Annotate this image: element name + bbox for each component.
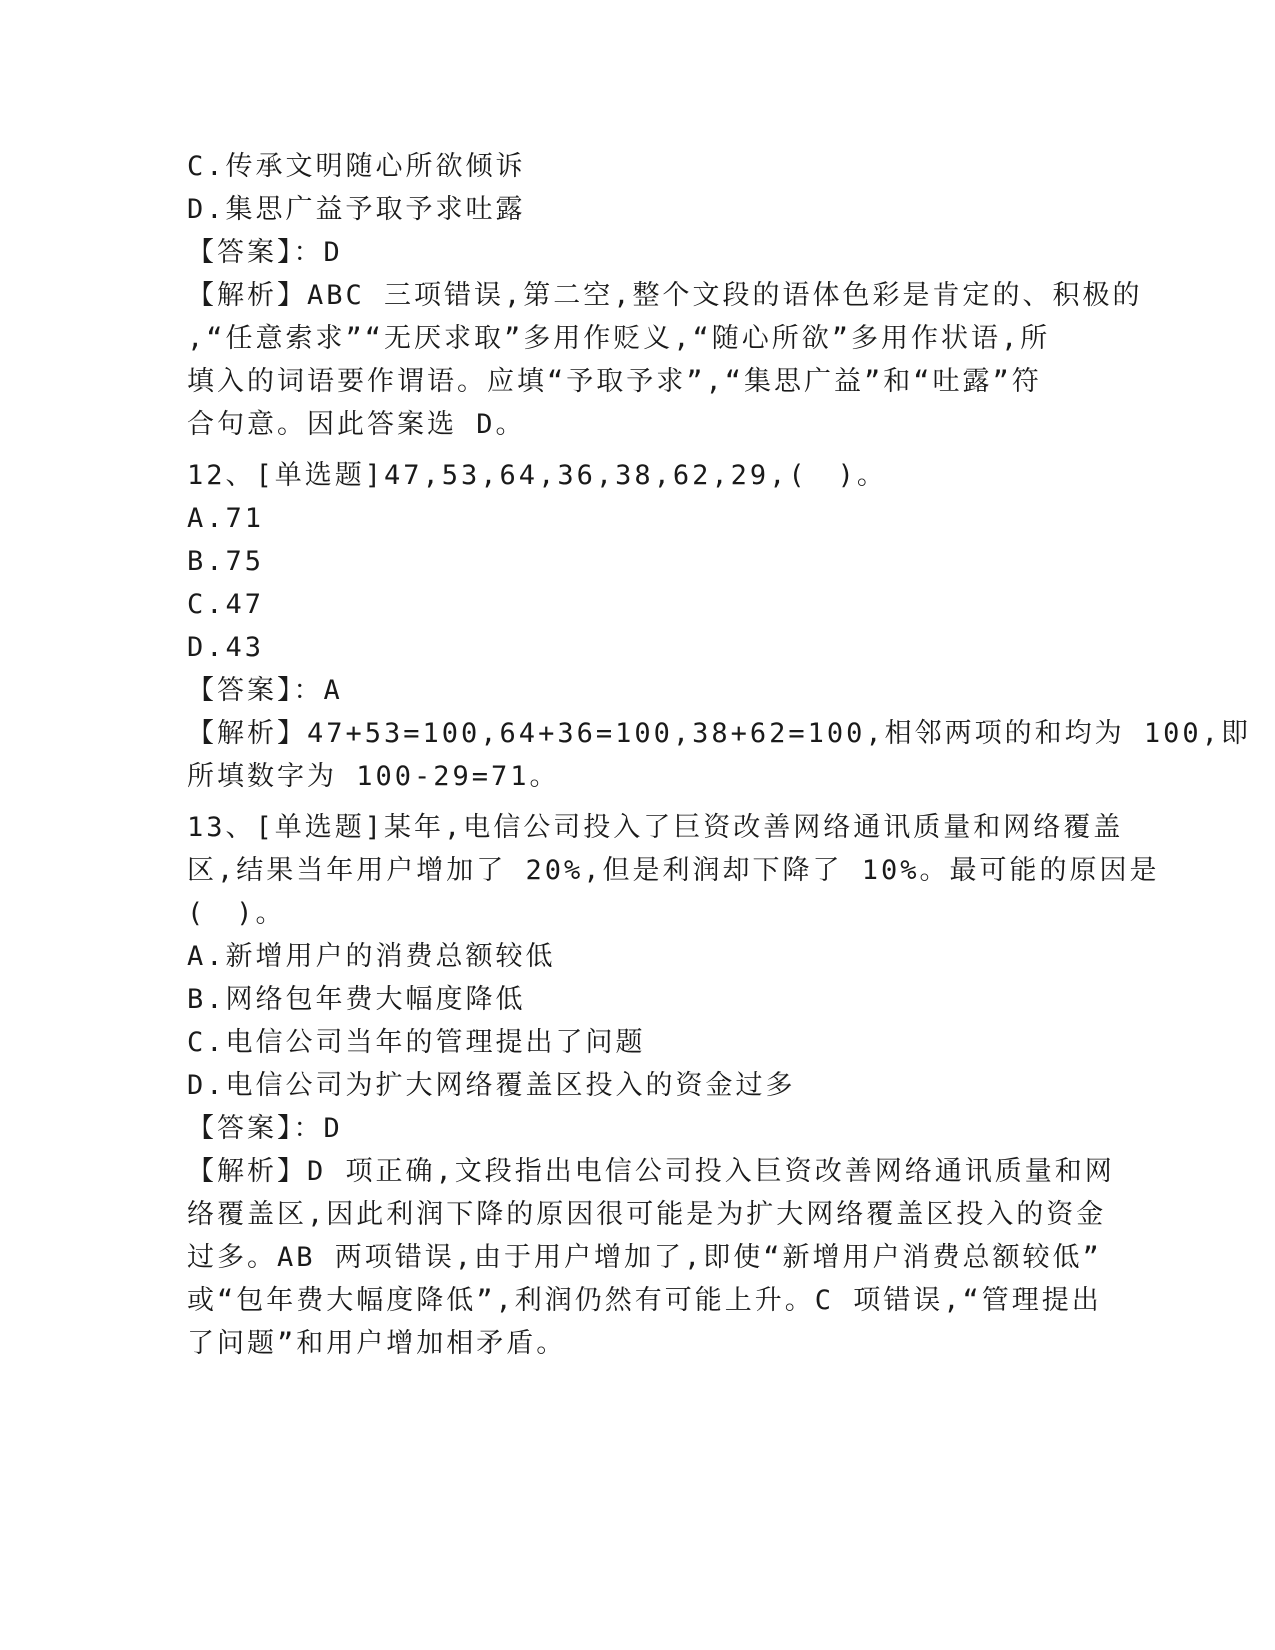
option-b: B.网络包年费大幅度降低 [187,984,526,1015]
analysis-line: 填入的词语要作谓语。应填“予取予求”,“集思广益”和“吐露”符 [187,366,1042,397]
question-11-tail [187,145,1143,446]
analysis-line: 过多。AB 两项错误,由于用户增加了,即使“新增用户消费总额较低” [187,1242,1102,1273]
analysis-line: 了问题”和用户增加相矛盾。 [187,1328,567,1359]
option-c: C.47 [187,589,265,620]
question-stem: 区,结果当年用户增加了 20%,但是利润却下降了 10%。最可能的原因是 [187,855,1160,886]
analysis-line: 络覆盖区,因此利润下降的原因很可能是为扩大网络覆盖区投入的资金 [187,1199,1107,1230]
analysis-line: 合句意。因此答案选 D。 [187,409,526,440]
option-c: C.电信公司当年的管理提出了问题 [187,1027,646,1058]
question-stem: ( )。 [187,898,286,929]
option-a: A.71 [187,503,265,534]
option-d: D.电信公司为扩大网络覆盖区投入的资金过多 [187,1070,796,1101]
analysis-line: ,“任意索求”“无厌求取”多用作贬义,“随心所欲”多用作状语,所 [187,323,1051,354]
document-page [187,145,1251,1365]
answer-line: 【答案】：A [187,675,343,706]
question-12 [187,454,1251,798]
question-stem: 12、[单选题]47,53,64,36,38,62,29,( )。 [187,460,887,491]
answer-line: 【答案】：D [187,237,343,268]
question-stem: 13、[单选题]某年,电信公司投入了巨资改善网络通讯质量和网络覆盖 [187,812,1124,843]
analysis-line: 所填数字为 100-29=71。 [187,761,560,792]
analysis-line: 【解析】47+53=100,64+36=100,38+62=100,相邻两项的和均为 100,即 [187,718,1251,749]
option-c: C.传承文明随心所欲倾诉 [187,151,526,182]
analysis-line: 或“包年费大幅度降低”,利润仍然有可能上升。C 项错误,“管理提出 [187,1285,1102,1316]
option-b: B.75 [187,546,265,577]
analysis-line: 【解析】D 项正确,文段指出电信公司投入巨资改善网络通讯质量和网 [187,1156,1115,1187]
option-d: D.43 [187,632,265,663]
option-d: D.集思广益予取予求吐露 [187,194,526,225]
analysis-line: 【解析】ABC 三项错误,第二空,整个文段的语体色彩是肯定的、积极的 [187,280,1143,311]
question-13 [187,806,1160,1365]
answer-line: 【答案】：D [187,1113,343,1144]
option-a: A.新增用户的消费总额较低 [187,941,556,972]
